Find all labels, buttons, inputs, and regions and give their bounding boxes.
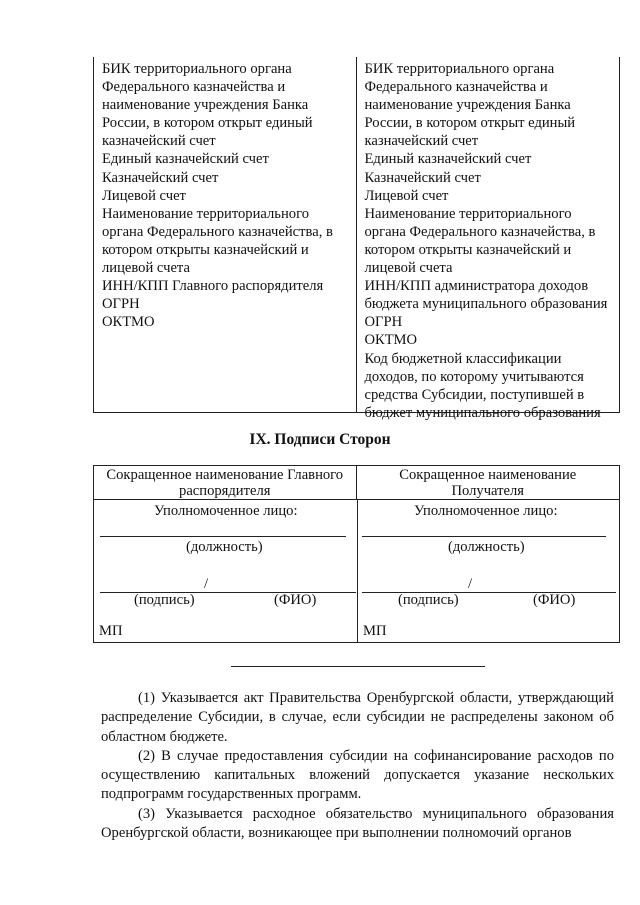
requisite-line: лицевой счета bbox=[364, 260, 453, 277]
requisite-line: Наименование территориального bbox=[102, 205, 309, 222]
requisite-line: БИК территориального органа bbox=[102, 61, 292, 77]
position-caption: (должность) bbox=[448, 539, 525, 555]
position-caption: (должность) bbox=[186, 539, 263, 555]
footnote-separator bbox=[231, 666, 485, 667]
requisite-line: Код бюджетной классификации bbox=[364, 350, 562, 367]
requisite-line: средства Субсидии, поступившей в bbox=[364, 386, 585, 403]
requisite-line: наименование учреждения Банка bbox=[102, 97, 309, 114]
requisite-line: бюджета муниципального образования bbox=[364, 296, 608, 313]
requisite-line: ИНН/КПП Главного распорядителя bbox=[102, 278, 324, 295]
authorized-person-label: Уполномоченное лицо: bbox=[154, 503, 298, 519]
requisite-line: БИК территориального органа bbox=[364, 61, 555, 77]
position-line bbox=[362, 536, 606, 537]
slash-separator: / bbox=[468, 576, 473, 592]
signature-caption: (подпись) bbox=[134, 592, 195, 608]
header-line: Сокращенное наименование Главного bbox=[106, 467, 344, 483]
footnotes bbox=[101, 689, 614, 843]
signature-caption: (подпись) bbox=[398, 592, 459, 608]
header-line: Сокращенное наименование bbox=[399, 467, 577, 483]
authorized-person-label: Уполномоченное лицо: bbox=[414, 503, 558, 519]
requisite-line: Наименование территориального bbox=[364, 205, 572, 222]
footnote-2: (2) В случае предоставления субсидии на софинансирование расходов по осуществлению капитальных вложений допускается указание нескольких подпрограмм государственных программ. bbox=[101, 747, 614, 803]
footnote-3: (3) Указывается расходное обязательство муниципального образования Оренбургской области, возникающее при выполнении полномочий органов bbox=[101, 805, 614, 842]
requisite-line: котором открыты казначейский и bbox=[364, 241, 572, 258]
stamp-label: МП bbox=[99, 623, 123, 639]
header-line: Получателя bbox=[451, 483, 524, 499]
signatures-header-row bbox=[94, 466, 619, 500]
header-line: распорядителя bbox=[179, 483, 271, 499]
footnote-1: (1) Указывается акт Правительства Оренбургской области, утверждающий распределение Субсидии, в случае, если субсидии не распределены законом об областном бюджете. bbox=[101, 690, 614, 745]
requisite-line: Единый казначейский счет bbox=[102, 151, 269, 168]
requisite-line: органа Федерального казначейства, в bbox=[364, 223, 596, 240]
requisite-line: органа Федерального казначейства, в bbox=[102, 223, 333, 240]
signatures-table bbox=[93, 465, 620, 643]
requisite-line: Федерального казначейства и bbox=[364, 79, 548, 96]
requisite-line: казначейский счет bbox=[102, 133, 216, 150]
recipient-header bbox=[357, 466, 620, 499]
requisite-line: ОКТМО bbox=[364, 332, 418, 349]
requisites-right-column bbox=[357, 57, 620, 421]
section-title: IX. Подписи Сторон bbox=[249, 431, 391, 448]
requisite-line: ОГРН bbox=[102, 296, 140, 313]
requisite-line: доходов, по которому учитываются bbox=[364, 368, 584, 385]
slash-separator: / bbox=[204, 576, 209, 592]
recipient-signature-block bbox=[358, 499, 621, 643]
chief-administrator-header bbox=[94, 466, 357, 499]
requisite-line: Лицевой счет bbox=[102, 187, 186, 204]
requisite-line: Единый казначейский счет bbox=[364, 151, 532, 168]
position-line bbox=[100, 536, 346, 537]
requisite-line: ИНН/КПП администратора доходов bbox=[364, 278, 589, 295]
requisite-line: казначейский счет bbox=[364, 133, 479, 150]
requisite-line: бюджет муниципального образования bbox=[364, 404, 601, 421]
requisites-left-column bbox=[94, 57, 357, 412]
chief-administrator-signature-block bbox=[94, 499, 357, 643]
stamp-label: МП bbox=[363, 623, 387, 639]
requisite-line: Казначейский счет bbox=[102, 169, 219, 186]
requisite-line: котором открыты казначейский и bbox=[102, 241, 309, 258]
requisite-line: Лицевой счет bbox=[364, 187, 449, 204]
requisite-line: ОКТМО bbox=[102, 314, 155, 331]
requisite-line: России, в котором открыт единый bbox=[364, 115, 576, 132]
requisite-line: Федерального казначейства и bbox=[102, 79, 286, 96]
fio-caption: (ФИО) bbox=[533, 592, 576, 608]
requisite-line: ОГРН bbox=[364, 314, 403, 331]
fio-caption: (ФИО) bbox=[274, 592, 317, 608]
requisite-line: России, в котором открыт единый bbox=[102, 115, 313, 132]
requisite-line: лицевой счета bbox=[102, 260, 190, 277]
requisite-line: Казначейский счет bbox=[364, 169, 481, 186]
requisite-line: наименование учреждения Банка bbox=[364, 97, 571, 114]
requisites-table bbox=[93, 57, 620, 421]
